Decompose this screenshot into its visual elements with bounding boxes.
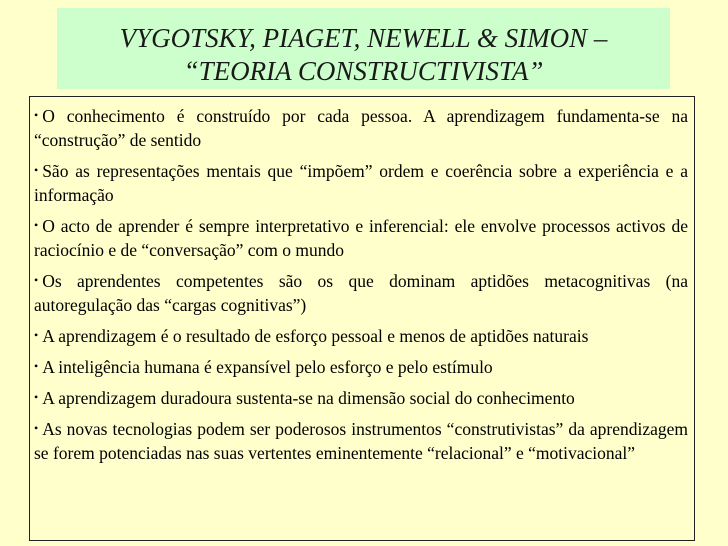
bullet-item xyxy=(34,268,688,317)
bullet-icon: • xyxy=(34,390,39,404)
bullet-item xyxy=(34,158,688,207)
bullet-icon: • xyxy=(34,421,39,435)
bullet-text: A aprendizagem duradoura sustenta-se na dimensão social do conhecimento xyxy=(42,388,575,408)
content-box xyxy=(29,96,695,541)
bullet-item xyxy=(34,103,688,152)
bullet-icon: • xyxy=(34,273,39,287)
title-box xyxy=(57,8,670,89)
bullet-item xyxy=(34,323,688,348)
bullet-icon: • xyxy=(34,218,39,232)
bullet-icon: • xyxy=(34,163,39,177)
bullet-text: Os aprendentes competentes são os que dominam aptidões metacognitivas (na autoregulação das “cargas cognitivas”) xyxy=(34,271,688,315)
title-line-1: VYGOTSKY, PIAGET, NEWELL & SIMON – xyxy=(119,23,608,53)
bullet-icon: • xyxy=(34,108,39,122)
bullet-item xyxy=(34,416,688,465)
bullet-text: São as representações mentais que “impõem” ordem e coerência sobre a experiência e a informação xyxy=(34,161,688,205)
bullet-item xyxy=(34,213,688,262)
title-line-2: “TEORIA CONSTRUCTIVISTA” xyxy=(183,56,544,86)
bullet-text: O acto de aprender é sempre interpretativo e inferencial: ele envolve processos activos de raciocínio e de “conversação” com o mundo xyxy=(34,216,688,260)
bullet-icon: • xyxy=(34,359,39,373)
bullet-item xyxy=(34,354,688,379)
bullet-item xyxy=(34,385,688,410)
bullet-text: As novas tecnologias podem ser poderosos instrumentos “construtivistas” da aprendizagem se forem potenciadas nas suas vertentes eminentemente “relacional” e “motivacional” xyxy=(34,419,688,463)
bullet-text: O conhecimento é construído por cada pessoa. A aprendizagem fundamenta-se na “construção” de sentido xyxy=(34,106,688,150)
bullet-text: A inteligência humana é expansível pelo esforço e pelo estímulo xyxy=(42,357,493,377)
bullet-icon: • xyxy=(34,328,39,342)
bullet-text: A aprendizagem é o resultado de esforço pessoal e menos de aptidões naturais xyxy=(42,326,589,346)
